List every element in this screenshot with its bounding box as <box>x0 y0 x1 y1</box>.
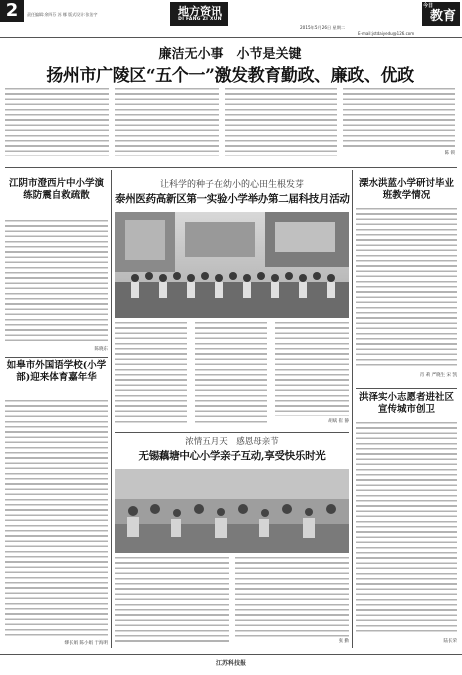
footer-rule <box>0 654 462 655</box>
divider <box>5 357 108 358</box>
article-kicker: 让科学的种子在幼小的心田生根发芽 <box>159 180 304 190</box>
column-divider <box>352 170 353 648</box>
column-divider <box>111 170 112 648</box>
article-byline: 胡斌 崔 静 <box>328 419 349 424</box>
article-lishui <box>356 170 457 385</box>
article-headline: 泰州医药高新区第一实验小学举办第二届科技月活动 <box>115 193 350 205</box>
article-byline: 陆长荣 <box>443 639 457 644</box>
contact-email: E-mail:jstdaiyedu@126.com <box>358 31 415 36</box>
article-headline: 溧水洪蓝小学研讨毕业班教学情况 <box>358 178 454 201</box>
section-pinyin: DI FANG ZI XUN <box>178 17 222 22</box>
article-byline: 陈 锁 <box>444 151 455 156</box>
article-byline: 缪长娟 陈小娟 于海明 <box>64 641 108 646</box>
masthead-rule <box>0 37 462 38</box>
article-jiangyin <box>5 170 108 355</box>
divider <box>5 167 457 168</box>
article-body-col-4 <box>343 88 455 148</box>
article-kicker: 浓情五月天 感恩母亲节 <box>185 437 279 447</box>
article-taizhou <box>115 170 349 430</box>
divider <box>356 388 457 389</box>
section-title: 地方资讯 <box>178 5 222 18</box>
masthead <box>0 0 462 38</box>
article-yangzhou <box>5 43 455 163</box>
issue-date: 2015年5月26日 星期二 <box>300 25 346 30</box>
page-number: 2 <box>0 0 24 22</box>
article-body-col-3 <box>275 322 349 416</box>
article-body-col-2 <box>235 557 349 637</box>
article-body-col-1 <box>5 88 109 156</box>
divider <box>115 432 349 433</box>
article-byline: 陈晓东 <box>94 347 108 352</box>
article-body-col-2 <box>195 322 267 426</box>
article-byline: 肖 莉 严晓生 宋 凯 <box>419 373 457 378</box>
article-wuxi <box>115 435 349 649</box>
logo-big-text: 教育 <box>430 9 457 24</box>
footer-paper-name: 江苏科技报 <box>215 660 246 667</box>
school-group-photo <box>115 212 349 318</box>
article-body-col-1 <box>115 322 187 426</box>
masthead-editor-labels: 责任编辑:余四芬 苏 娜 版式设计:张治宇 <box>27 12 98 17</box>
article-headline: 扬州市广陵区“五个一”激发教育勤政、廉政、优政 <box>46 66 414 86</box>
article-rugao <box>5 360 108 650</box>
article-hongze <box>356 392 457 650</box>
article-headline: 江阴市澄西片中小学演练防震自救疏散 <box>8 178 104 201</box>
article-body-col-1 <box>115 557 229 645</box>
article-body <box>5 400 108 636</box>
article-headline: 无锡藕塘中心小学亲子互动,享受快乐时光 <box>138 450 326 462</box>
article-body <box>5 220 108 344</box>
article-kicker: 廉洁无小事 小节是关键 <box>158 47 302 62</box>
article-headline: 洪泽实小志愿者进社区宣传城市创卫 <box>358 392 454 415</box>
article-body <box>356 208 457 368</box>
article-body-col-2 <box>115 88 219 156</box>
article-body-col-3 <box>225 88 337 156</box>
logo-small-text: 今日 <box>423 3 434 9</box>
parent-child-photo <box>115 469 349 553</box>
article-headline: 如皋市外国语学校(小学部)迎来体育嘉年华 <box>6 360 107 383</box>
article-body <box>356 422 457 634</box>
article-byline: 张 勤 <box>338 639 349 644</box>
